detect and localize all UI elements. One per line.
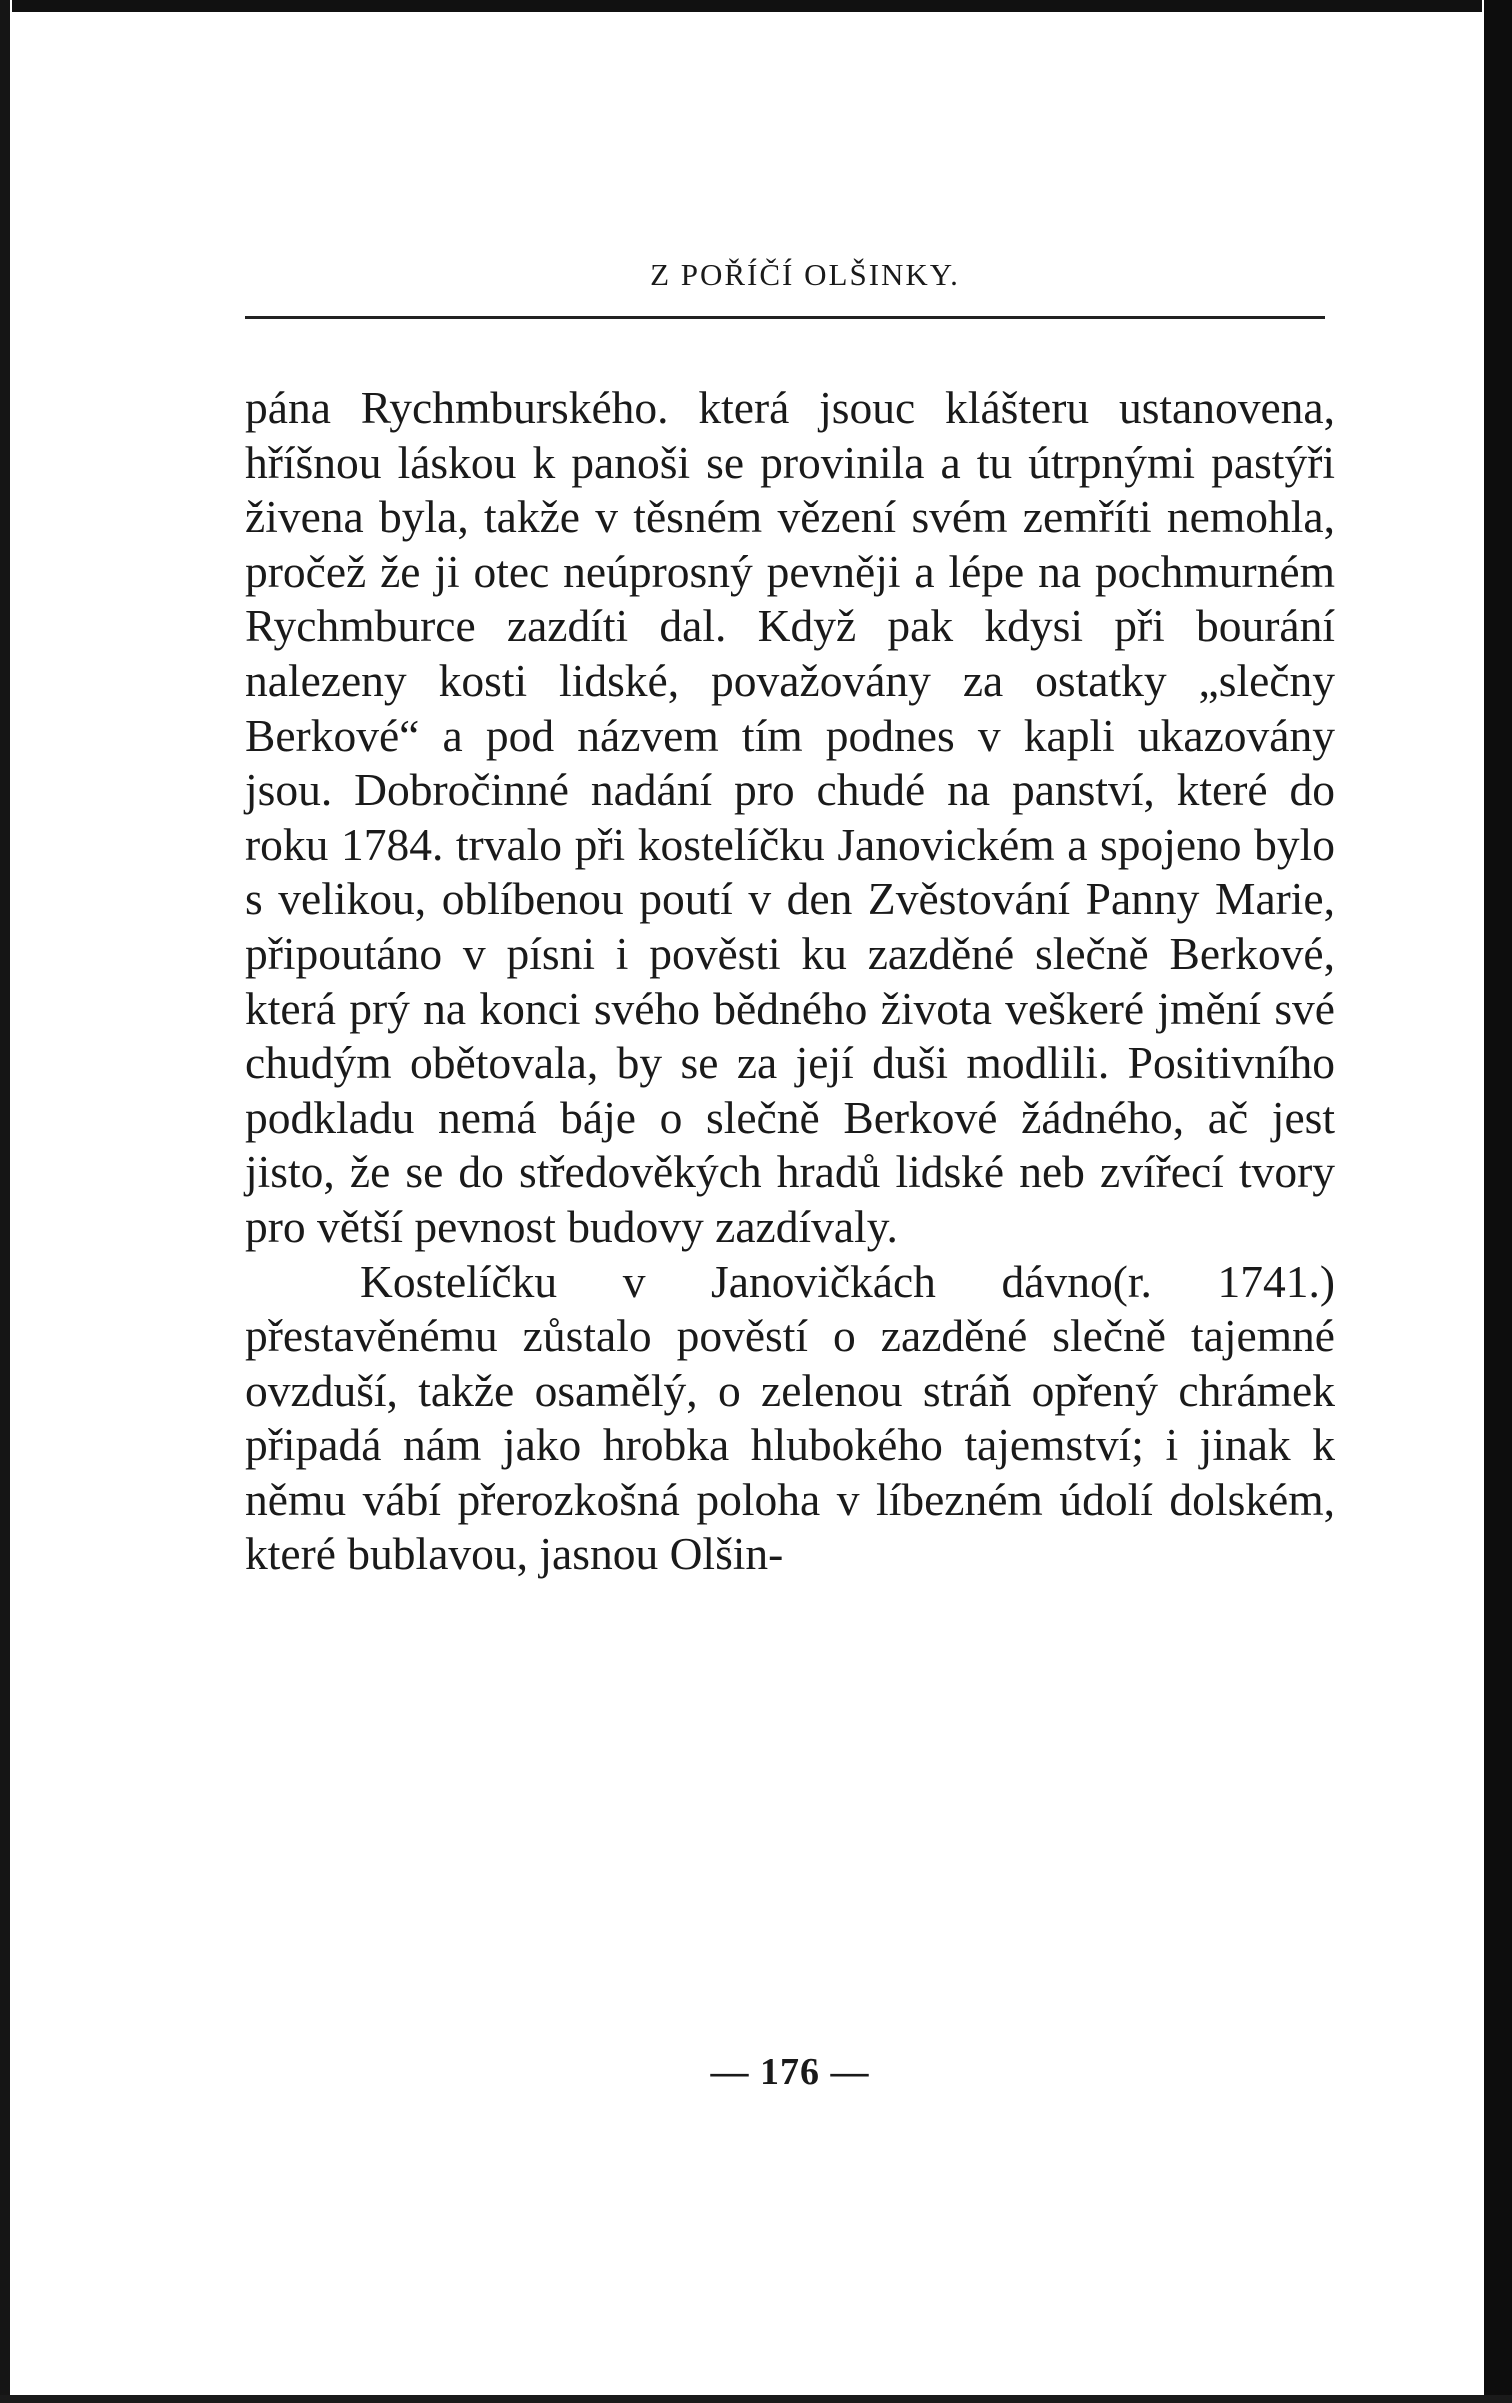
body-text xyxy=(245,381,1335,1582)
book-page xyxy=(245,250,1335,1582)
scan-edge-left xyxy=(0,0,10,2403)
scan-edge-right xyxy=(1484,0,1512,2403)
scan-edge-top xyxy=(12,0,1482,12)
paragraph-2: Kostelíčku v Janovičkách dávno(r. 1741.) přestavěnému zůstalo pověstí o zazděné slečně tajemné ovzduší, takže osamělý, o zelenou stráň opřený chrámek připadá nám jako hrobka hlubokého tajemství; i jinak k němu vábí přerozkošná poloha v líbezném údolí dolském, které bublavou, jasnou Olšin- xyxy=(245,1255,1335,1580)
header-rule xyxy=(245,316,1325,319)
scan-edge-bottom xyxy=(0,2395,1512,2403)
page-number: — 176 — xyxy=(710,2051,870,2093)
paragraph-1: pána Rychmburského. která jsouc klášteru ustanovena, hříšnou láskou k panoši se provinila a tu útrpnými pastýři živena byla, takže v těsném vězení svém zemříti nemohla, pročež že ji otec neúprosný pevněji a lépe na pochmurném Rychmburce zazdíti dal. Když pak kdysi při bourání nalezeny kosti lidské, považovány za ostatky „slečny Berkové“ a pod názvem tím podnes v kapli ukazovány jsou. Dobročinné nadání pro chudé na panství, které do roku 1784. trvalo při kostelíčku Janovickém a spojeno bylo s velikou, oblíbenou poutí v den Zvěstování Panny Marie, připoutáno v písni i pověsti ku zazděné slečně Berkové, která prý na konci svého bědného života veškeré jmění své chudým obětovala, by se za její duši modlili. Positivního podkladu nemá báje o slečně Berkové žádného, ač jest jisto, že se do středověkých hradů lidské neb zvířecí tvory pro větší pevnost budovy zazdívaly. xyxy=(245,382,1335,1252)
running-title: Z POŘÍČÍ OLŠINKY. xyxy=(650,257,960,292)
